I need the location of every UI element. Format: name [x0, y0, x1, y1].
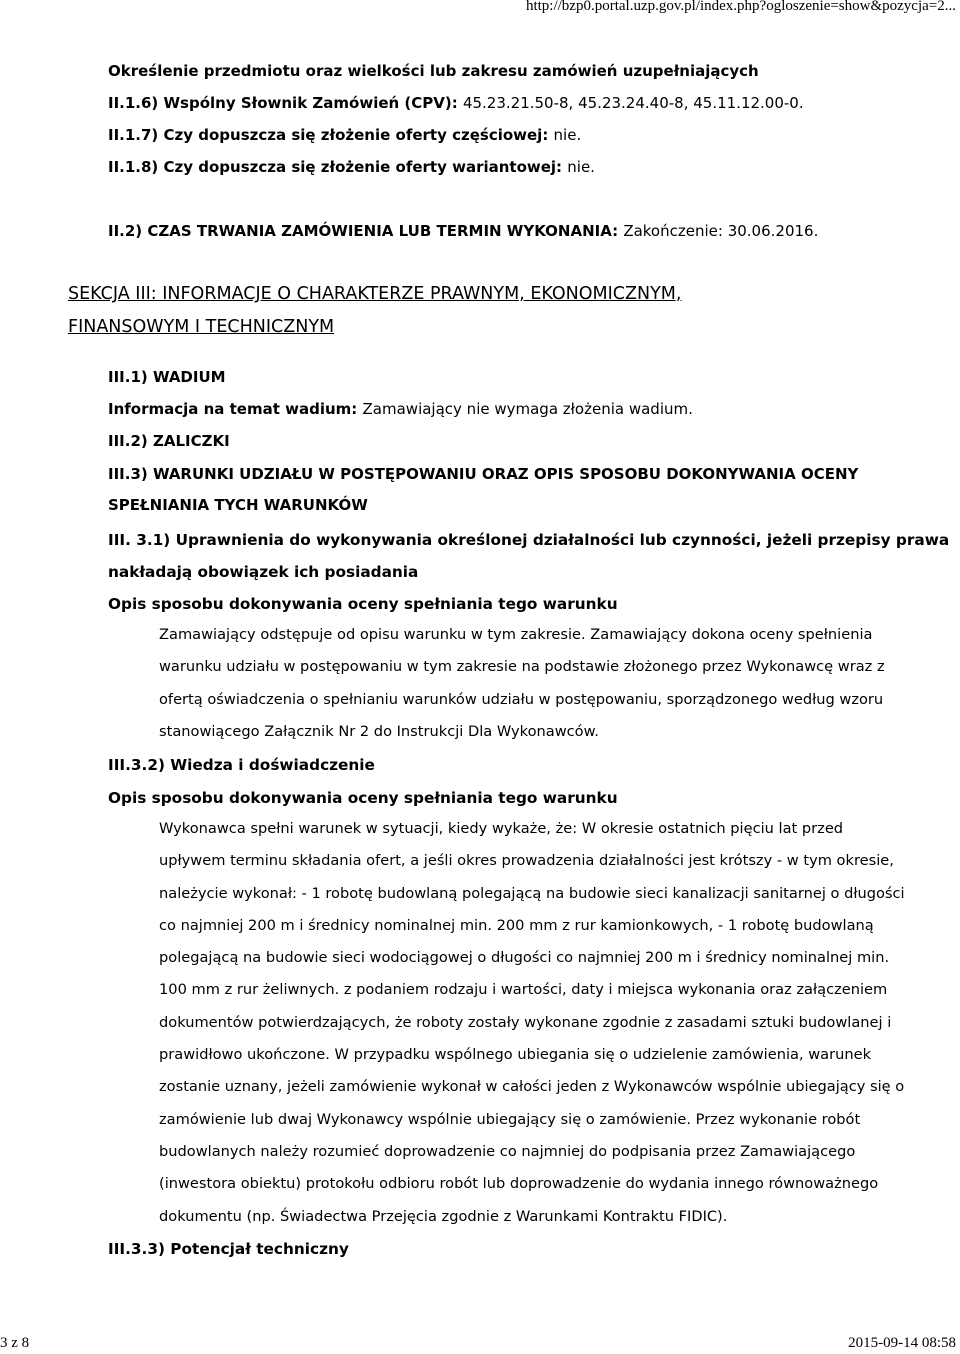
section-3-title-line1: SEKCJA III: INFORMACJE O CHARAKTERZE PRAWNYM, EKONOMICZNYM, — [68, 284, 682, 304]
c32-line-2: upływem terminu składania ofert, a jeśli okres prowadzenia działalności jest krótszy - w tym okresie, — [159, 852, 894, 870]
variant-offer-value: nie. — [567, 158, 595, 176]
duration-label: II.2) CZAS TRWANIA ZAMÓWIENIA LUB TERMIN WYKONANIA: — [108, 222, 624, 240]
print-footer-page: 3 z 8 — [0, 1335, 30, 1351]
print-header-url: http://bzp0.portal.uzp.gov.pl/index.php?ogloszenie=show&pozycja=2... — [525, 0, 956, 14]
c31-heading-line2: nakładają obowiązek ich posiadania — [108, 563, 419, 581]
partial-offer-label: II.1.7) Czy dopuszcza się złożenie oferty częściowej: — [108, 126, 554, 144]
opis-label-2: Opis sposobu dokonywania oceny spełniania tego warunku — [108, 789, 618, 807]
heading-zamowienia-uzupelniajace: Określenie przedmiotu oraz wielkości lub zakresu zamówień uzupełniających — [108, 62, 759, 80]
c32-line-8: prawidłowo ukończone. W przypadku wspólnego ubiegania się o udzielenie zamówienia, warunek — [159, 1046, 872, 1064]
c31-line-1: Zamawiający odstępuje od opisu warunku w tym zakresie. Zamawiający dokona oceny spełnienia — [159, 626, 873, 643]
cpv-label: II.1.6) Wspólny Słownik Zamówień (CPV): — [108, 94, 463, 112]
cpv-value: 45.23.21.50-8, 45.23.24.40-8, 45.11.12.00-0. — [462, 94, 804, 112]
section-3-title-line2: FINANSOWYM I TECHNICZNYM — [68, 317, 335, 337]
zaliczki-heading: III.2) ZALICZKI — [108, 432, 230, 450]
c31-line-4: stanowiącego Załącznik Nr 2 do Instrukcji Dla Wykonawców. — [159, 722, 599, 740]
c31-line-3: ofertą oświadczenia o spełnianiu warunków udziału w postępowaniu, sporządzonego według wzoru — [159, 690, 884, 708]
c31-line-2: warunku udziału w postępowaniu w tym zakresie na podstawie złożonego przez Wykonawcę wraz z — [159, 658, 885, 676]
wadium-value: Zamawiający nie wymaga złożenia wadium. — [362, 400, 693, 418]
opis-label-1: Opis sposobu dokonywania oceny spełniania tego warunku — [108, 595, 618, 613]
c32-line-9: zostanie uznany, jeżeli zamówienie wykonał w całości jeden z Wykonawców wspólnie ubiegający się o — [159, 1078, 905, 1096]
variant-offer-line — [108, 158, 595, 176]
partial-offer-value: nie. — [553, 126, 582, 144]
wadium-line — [108, 400, 693, 418]
c33-heading: III.3.3) Potencjał techniczny — [108, 1240, 349, 1258]
c32-line-1: Wykonawca spełni warunek w sytuacji, kiedy wykaże, że: W okresie ostatnich pięciu lat przed — [159, 820, 844, 837]
wadium-heading: III.1) WADIUM — [108, 368, 226, 386]
wadium-label: Informacja na temat wadium: — [108, 400, 363, 418]
warunki-heading-line1: III.3) WARUNKI UDZIAŁU W POSTĘPOWANIU ORAZ OPIS SPOSOBU DOKONYWANIA OCENY — [108, 465, 859, 483]
partial-offer-line — [108, 126, 581, 144]
c32-line-13: dokumentu (np. Świadectwa Przejęcia zgodnie z Warunkami Kontraktu FIDIC). — [159, 1207, 728, 1225]
c32-line-5: polegającą na budowie sieci wodociągowej o długości co najmniej 200 m i średnicy nominalnej min. — [159, 949, 890, 967]
c32-line-10: zamówienie lub dwaj Wykonawcy wspólnie ubiegający się o zamówienie. Przez wykonanie robót — [159, 1110, 861, 1128]
duration-value: Zakończenie: 30.06.2016. — [623, 222, 819, 240]
c31-heading-line1: III. 3.1) Uprawnienia do wykonywania określonej działalności lub czynności, jeżeli przepisy prawa — [108, 531, 950, 549]
duration-line — [108, 222, 818, 240]
c32-paragraph — [159, 813, 905, 1233]
warunki-heading-line2: SPEŁNIANIA TYCH WARUNKÓW — [108, 496, 368, 514]
c32-line-7: dokumentów potwierdzających, że roboty zostały wykonane zgodnie z zasadami sztuki budowlanej i — [159, 1013, 892, 1031]
c32-heading: III.3.2) Wiedza i doświadczenie — [108, 756, 375, 774]
print-footer-datetime: 2015-09-14 08:58 — [848, 1335, 956, 1351]
c32-line-11: budowlanych należy rozumieć doprowadzenie co najmniej do podpisania przez Zamawiającego — [159, 1142, 856, 1160]
variant-offer-label: II.1.8) Czy dopuszcza się złożenie oferty wariantowej: — [108, 158, 568, 176]
c32-line-3: należycie wykonał: - 1 robotę budowlaną polegającą na budowie sieci kanalizacji sanitarnej o długości — [159, 884, 905, 902]
cpv-line — [108, 94, 804, 112]
c32-line-4: co najmniej 200 m i średnicy nominalnej min. 200 mm z rur kamionkowych, - 1 robotę budowlaną — [159, 916, 874, 934]
c31-paragraph — [159, 619, 894, 748]
c32-line-12: (inwestora obiektu) protokołu odbioru robót lub doprowadzenie do wydania innego równoważnego — [159, 1175, 879, 1193]
c32-line-6: 100 mm z rur żeliwnych. z podaniem rodzaju i wartości, daty i miejsca wykonania oraz załączeniem — [159, 981, 888, 999]
